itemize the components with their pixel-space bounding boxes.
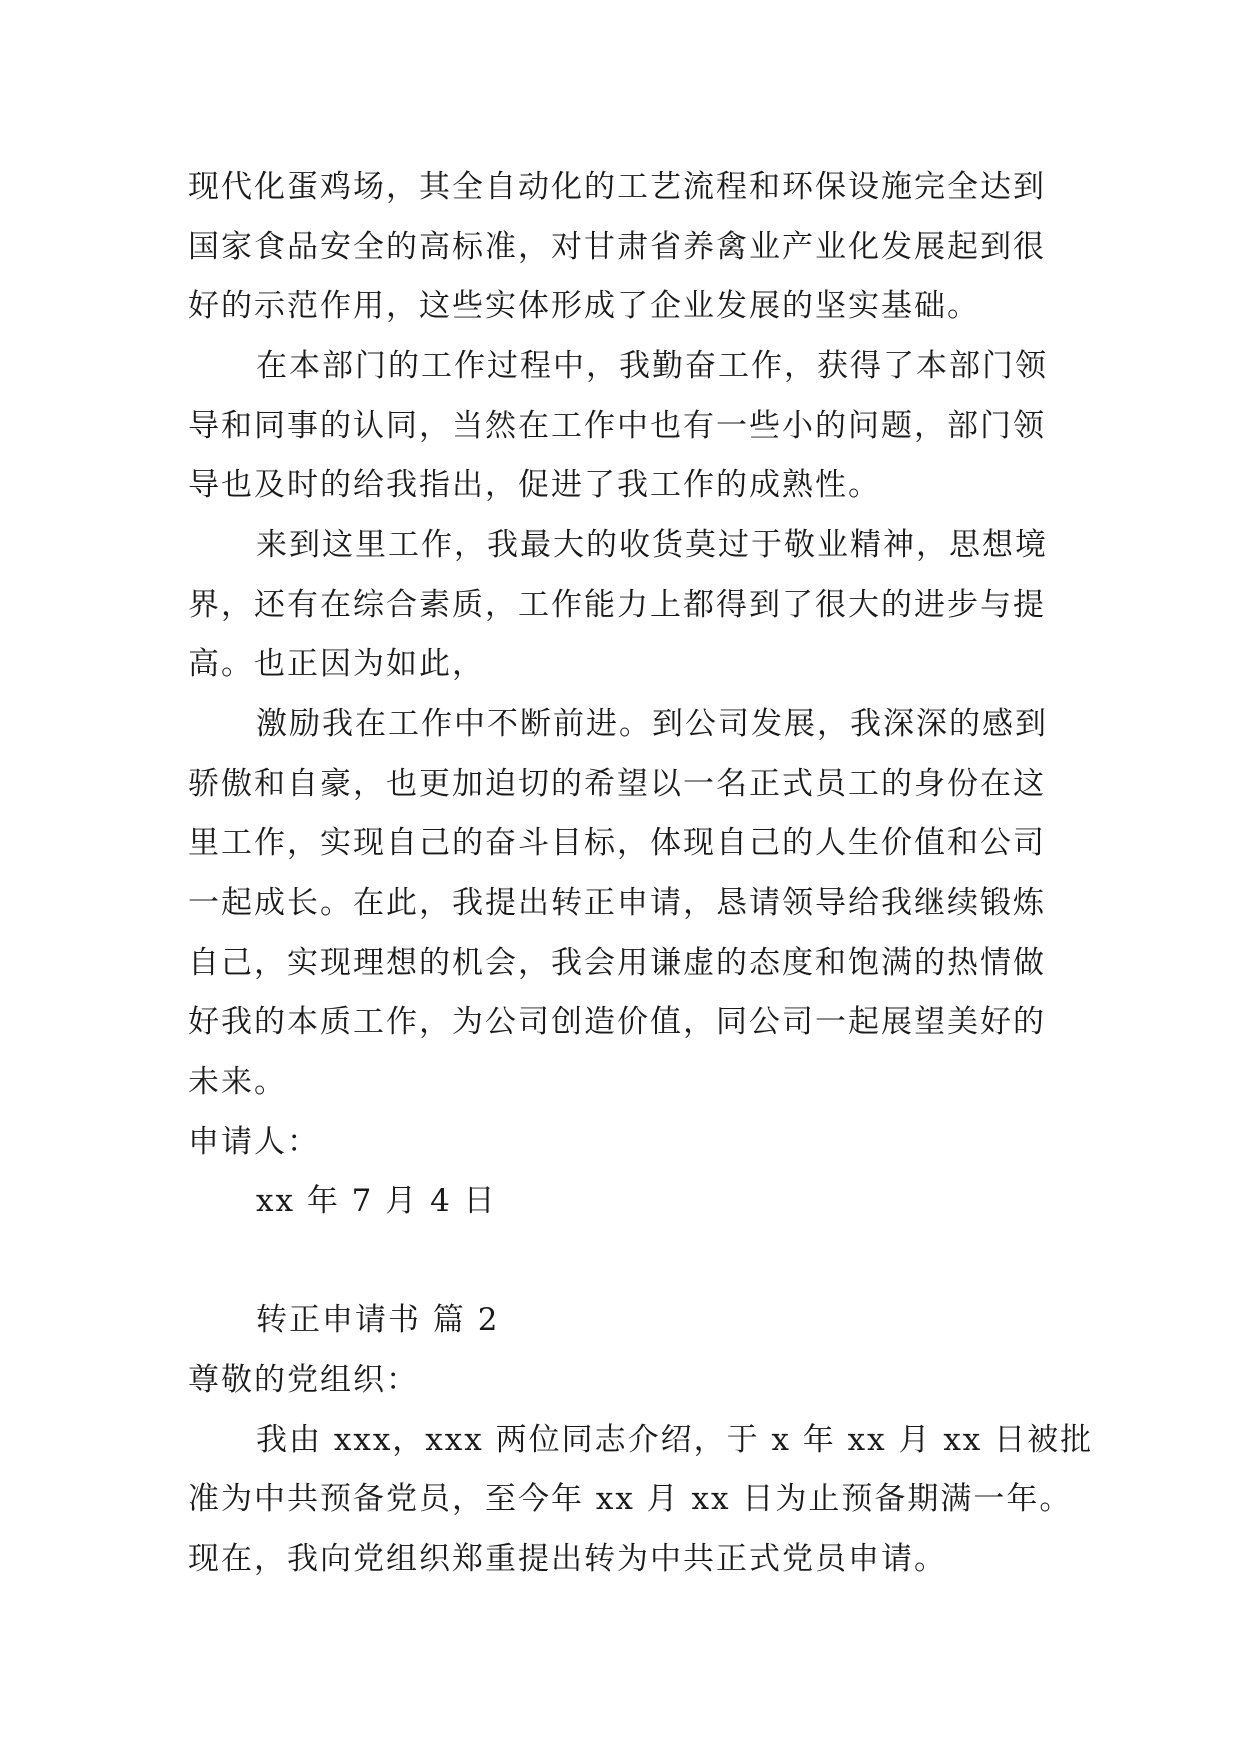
paragraph-line: 界，还有在综合素质，工作能力上都得到了很大的进步与提 [188, 587, 1046, 623]
section-heading: 转正申请书 篇 2 [256, 1302, 500, 1338]
paragraph-line: 现在，我向党组织郑重提出转为中共正式党员申请。 [188, 1541, 947, 1577]
paragraph-line: 来到这里工作，我最大的收货莫过于敬业精神，思想境 [256, 527, 1048, 563]
paragraph-line: 一起成长。在此，我提出转正申请，恳请领导给我继续锻炼 [188, 885, 1046, 921]
paragraph-line: 自己，实现理想的机会，我会用谦虚的态度和饱满的热情做 [188, 945, 1046, 981]
paragraph-line: 骄傲和自豪，也更加迫切的希望以一名正式员工的身份在这 [188, 766, 1046, 802]
paragraph-line: 里工作，实现自己的奋斗目标，体现自己的人生价值和公司 [188, 825, 1046, 861]
paragraph-line: 现代化蛋鸡场，其全自动化的工艺流程和环保设施完全达到 [188, 169, 1046, 205]
paragraph-line: 我由 xxx，xxx 两位同志介绍，于 x 年 xx 月 xx 日被批 [256, 1422, 1094, 1458]
paragraph-line: 激励我在工作中不断前进。到公司发展，我深深的感到 [256, 706, 1048, 742]
paragraph-line: 高。也正因为如此， [188, 646, 485, 682]
paragraph-line: 在本部门的工作过程中，我勤奋工作，获得了本部门领 [256, 348, 1048, 384]
paragraph-line: 导和同事的认同，当然在工作中也有一些小的问题，部门领 [188, 408, 1046, 444]
paragraph-line: 国家食品安全的高标准，对甘肃省养禽业产业化发展起到很 [188, 229, 1046, 265]
paragraph-line: 好我的本质工作，为公司创造价值，同公司一起展望美好的 [188, 1004, 1046, 1040]
paragraph-line: 准为中共预备党员，至今年 xx 月 xx 日为止预备期满一年。 [188, 1481, 1073, 1517]
paragraph-line: 好的示范作用，这些实体形成了企业发展的坚实基础。 [188, 288, 980, 324]
salutation: 尊敬的党组织： [188, 1362, 419, 1398]
paragraph-line: 未来。 [188, 1064, 287, 1100]
applicant-label: 申请人： [188, 1124, 320, 1160]
date-line: xx 年 7 月 4 日 [256, 1183, 497, 1219]
paragraph-line: 导也及时的给我指出，促进了我工作的成熟性。 [188, 467, 881, 503]
